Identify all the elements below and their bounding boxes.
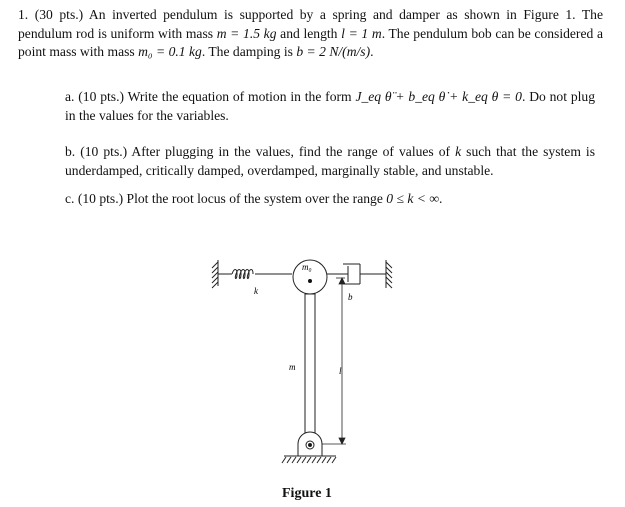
rod-mass-label: m xyxy=(289,362,296,372)
bob-mass-label: m₀ xyxy=(302,262,312,272)
part-c xyxy=(65,190,595,209)
intro-text-1: 1. (30 pts.) An inverted pendulum is supported by a spring and damper as shown in Figure 1. The pendulum rod is uniform with mass xyxy=(18,7,603,41)
intro-text-5: . xyxy=(370,44,374,59)
ground-hatching xyxy=(282,456,336,463)
part-a-text-1: a. (10 pts.) Write the equation of motion in the form xyxy=(65,89,356,104)
intro-text-4: . The damping is xyxy=(201,44,297,59)
pendulum-rod xyxy=(305,294,315,438)
pivot-support xyxy=(298,432,322,456)
part-a xyxy=(65,88,595,125)
figure-caption: Figure 1 xyxy=(282,486,332,501)
intro-text-3: . The pendulum bob can be considered a point mass with mass xyxy=(18,25,603,59)
right-wall xyxy=(386,260,392,288)
k-variable: k xyxy=(455,144,462,159)
damping-value: b = 2 N/(m/s) xyxy=(296,44,371,59)
problem-statement xyxy=(18,6,603,62)
part-b-text-2: such that the system is underdamped, critically damped, overdamped, marginally stable, and unstable. xyxy=(65,144,595,178)
rod-length-value: l = 1 m xyxy=(341,25,382,41)
rod-mass-value: m = 1.5 kg xyxy=(216,25,277,41)
intro-text-2: and length xyxy=(276,25,342,41)
damper xyxy=(327,264,386,284)
spring-label: k xyxy=(254,286,258,296)
bob-mass-value: m₀ = 0.1 kg xyxy=(138,44,202,59)
length-dimension xyxy=(315,278,346,444)
part-a-text-2: . Do not plug in the values for the variables. xyxy=(65,89,595,123)
spring xyxy=(218,270,292,279)
part-b xyxy=(65,143,595,180)
part-c-text-1: c. (10 pts.) Plot the root locus of the system over the range xyxy=(65,191,387,206)
left-wall xyxy=(212,260,218,288)
pendulum-figure xyxy=(200,252,430,472)
length-label: l xyxy=(339,366,342,376)
k-range: 0 ≤ k < ∞ xyxy=(386,191,440,206)
part-c-text-2: . xyxy=(439,191,443,206)
damper-label: b xyxy=(348,292,353,302)
part-b-text-1: b. (10 pts.) After plugging in the values, find the range of values of xyxy=(65,144,456,159)
equation-of-motion: J_eq θ̈ + b_eq θ̇ + k_eq θ = 0 xyxy=(355,89,522,104)
